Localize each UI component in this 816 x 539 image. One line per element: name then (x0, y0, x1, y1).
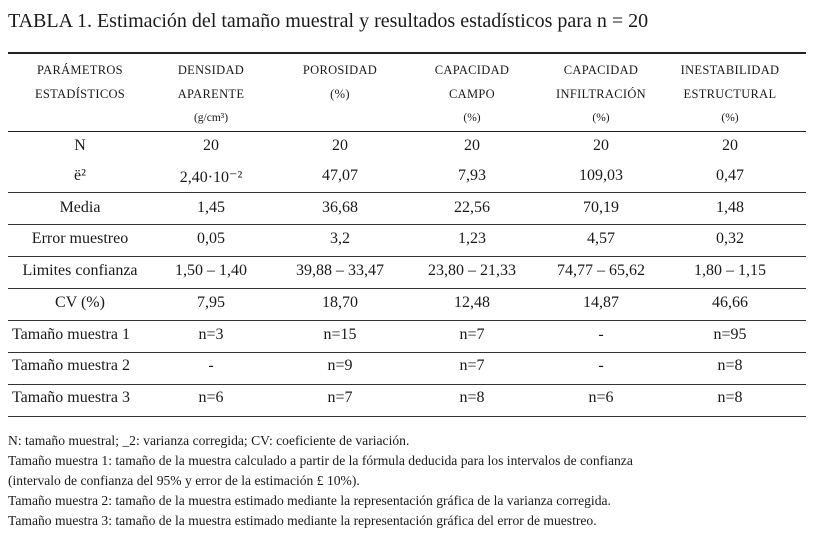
column-header-line: APARENTE (177, 87, 245, 101)
table-cell: n=9 (327, 357, 353, 374)
table-cell: n=7 (459, 326, 485, 343)
column-header (681, 58, 780, 130)
column-header-unit: (%) (463, 112, 481, 124)
row-divider (8, 352, 806, 353)
row-label: Media (59, 199, 101, 216)
table-cell: 20 (203, 137, 219, 154)
column-header (178, 58, 245, 130)
table-cell: 0,32 (716, 230, 744, 247)
table-cell: n=8 (717, 389, 743, 406)
table-cell: 47,07 (322, 167, 358, 184)
table-cell: 22,56 (454, 199, 490, 216)
note-line: N: tamaño muestral; _2: varianza corregida; CV: coeficiente de variación. (8, 433, 410, 448)
row-divider (8, 384, 806, 385)
table-cell: 20 (332, 137, 348, 154)
table-cell: n=8 (717, 357, 743, 374)
row-label: ë² (74, 167, 86, 184)
row-divider (8, 224, 806, 225)
column-header-unit: (%) (592, 112, 610, 124)
column-header-line: PARÁMETROS (37, 63, 123, 77)
row-label: CV (%) (55, 294, 105, 311)
table-cell: 14,87 (583, 294, 619, 311)
table-cell: 23,80 – 21,33 (428, 262, 516, 279)
column-header-line: (%) (330, 87, 350, 101)
table-cell: 70,19 (583, 199, 619, 216)
row-label: Limites confianza (22, 262, 138, 279)
row-divider (8, 192, 806, 193)
table-cell: 20 (722, 137, 738, 154)
table-notes (8, 431, 808, 531)
column-header-line: INFILTRACIÓN (556, 87, 646, 101)
table-cell: n=3 (198, 326, 224, 343)
row-divider (8, 416, 806, 417)
table-cell: 74,77 – 65,62 (557, 262, 645, 279)
row-divider (8, 320, 806, 321)
row-label: Error muestreo (31, 230, 129, 247)
table-cell: n=95 (713, 326, 747, 343)
table-cell: 2,40·10⁻² (179, 169, 243, 186)
column-header-line: INESTABILIDAD (680, 63, 780, 77)
column-header (35, 58, 125, 106)
table-cell: 4,57 (587, 230, 615, 247)
table-cell: 1,23 (458, 230, 486, 247)
column-header-unit: (g/cm³) (193, 112, 229, 124)
row-divider (8, 256, 806, 257)
table-cell: 109,03 (579, 167, 623, 184)
column-header (435, 58, 509, 130)
table-cell: n=8 (459, 389, 485, 406)
column-header-line: CAPACIDAD (434, 63, 510, 77)
row-label: Tamaño muestra 2 (12, 357, 130, 374)
row-divider (8, 288, 806, 289)
column-header-line: DENSIDAD (177, 63, 245, 77)
table-cell: 1,80 – 1,15 (694, 262, 766, 279)
table-cell: n=15 (323, 326, 357, 343)
row-label: N (74, 137, 86, 154)
table-cell: - (598, 357, 604, 374)
table-cell: 0,05 (197, 230, 225, 247)
table-cell: 36,68 (322, 199, 358, 216)
table-title: TABLA 1. Estimación del tamaño muestral y resultados estadísticos para n = 20 (8, 10, 649, 32)
note-line: Tamaño muestra 2: tamaño de la muestra estimado mediante la representación gráfica de la varianza corregida. (8, 493, 611, 508)
table-cell: - (208, 357, 214, 374)
column-header-line: POROSIDAD (302, 63, 378, 77)
top-rule (8, 52, 806, 54)
row-label: Tamaño muestra 1 (12, 326, 130, 343)
table-cell: n=6 (198, 389, 224, 406)
column-header (556, 58, 646, 130)
table-cell: 1,50 – 1,40 (175, 262, 247, 279)
table-cell: 7,95 (197, 294, 225, 311)
column-header-unit: (%) (721, 112, 739, 124)
table-cell: 20 (464, 137, 480, 154)
note-line: Tamaño muestra 1: tamaño de la muestra calculado a partir de la fórmula deducida para los intervalos de confianza (8, 453, 633, 468)
table-cell: 1,45 (197, 199, 225, 216)
column-header-line: CAMPO (449, 87, 495, 101)
table-cell: n=7 (459, 357, 485, 374)
table-cell: 46,66 (712, 294, 748, 311)
column-header-line: CAPACIDAD (563, 63, 639, 77)
row-label: Tamaño muestra 3 (12, 389, 130, 406)
note-line: (intervalo de confianza del 95% y error de la estimación £ 10%). (8, 473, 360, 488)
table-cell: 12,48 (454, 294, 490, 311)
header-rule (8, 131, 806, 132)
table-cell: n=7 (327, 389, 353, 406)
table-cell: 39,88 – 33,47 (296, 262, 384, 279)
table-cell: 20 (593, 137, 609, 154)
table-cell: - (598, 326, 604, 343)
table-cell: 7,93 (458, 167, 486, 184)
note-line: Tamaño muestra 3: tamaño de la muestra estimado mediante la representación gráfica del error de muestreo. (8, 513, 597, 528)
column-header (303, 58, 377, 106)
table-cell: n=6 (588, 389, 614, 406)
table-cell: 0,47 (716, 167, 744, 184)
column-header-line: ESTRUCTURAL (683, 87, 777, 101)
table-cell: 18,70 (322, 294, 358, 311)
column-header-line: ESTADÍSTICOS (34, 87, 126, 101)
table-cell: 1,48 (716, 199, 744, 216)
table-cell: 3,2 (330, 230, 350, 247)
